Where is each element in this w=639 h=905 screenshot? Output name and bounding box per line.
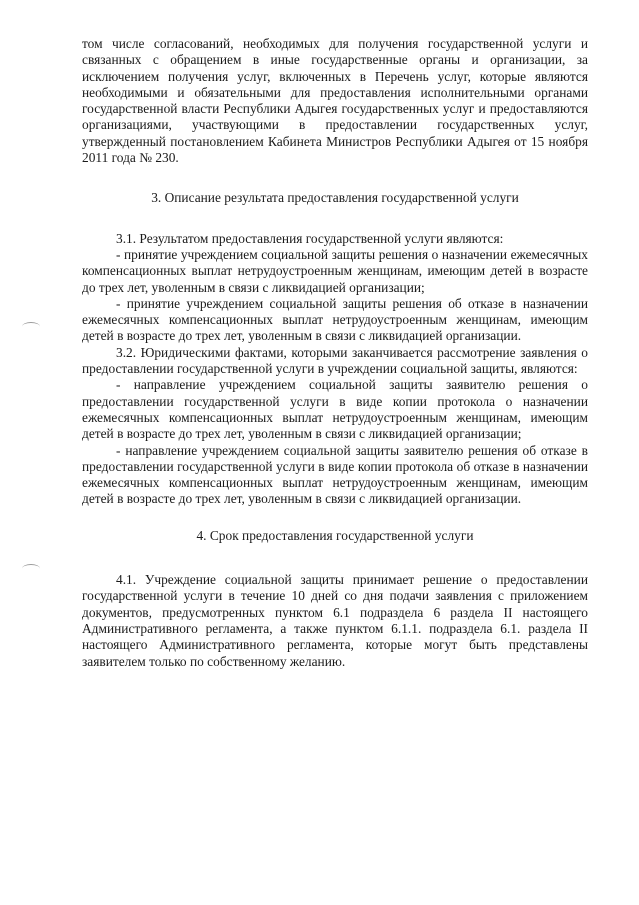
paragraph: 3.1. Результатом предоставления государственной услуги являются: [116, 230, 504, 246]
paragraph: 3.2. Юридическими фактами, которыми заканчивается рассмотрение заявления о предоставлении государственной услуги в учреждении социальной защиты, являются: [82, 344, 588, 377]
section-heading: 3. Описание результата предоставления государственной услуги [151, 190, 519, 206]
paragraph: - направление учреждением социальной защиты заявителю решения о предоставлении государственной услуги в виде копии протокола о назначении ежемесячных компенсационных выплат нетрудоустроенным женщинам, имеющим детей в возрасте до трех лет, уволенным в связи с ликвидацией организации; [82, 377, 588, 442]
section-heading: 4. Срок предоставления государственной услуги [196, 527, 474, 543]
paragraph: - принятие учреждением социальной защиты решения о назначении ежемесячных компенсационных выплат нетрудоустроенным женщинам, имеющим детей в возрасте до трех лет, уволенным в связи с ликвидацией организации; [82, 246, 588, 295]
scan-artifact-mark [22, 564, 40, 573]
spacer [82, 508, 588, 528]
paragraph: - принятие учреждением социальной защиты решения об отказе в назначении ежемесячных компенсационных выплат нетрудоустроенным женщинам, имеющим детей в возрасте до трех лет, уволенным в связи с ликвидацией организации. [82, 295, 588, 344]
document-page [82, 36, 588, 670]
paragraph: - направление учреждением социальной защиты заявителю решения об отказе в предоставлении государственной услуги в виде копии протокола об отказе в назначении ежемесячных компенсационных выплат нетрудоустроенным женщинам, имеющим детей в возрасте до трех лет, уволенным в связи с ликвидацией организации. [82, 442, 588, 507]
scan-artifact-mark [22, 322, 40, 331]
spacer [82, 544, 588, 572]
spacer [82, 166, 588, 190]
paragraph: том числе согласований, необходимых для получения государственной услуги и связанных с обращением в иные государственные органы и организации, за исключением получения услуг, включенных в Перечень услуг, которые являются необходимыми и обязательными для предоставления исполнительными органами государственной власти Республики Адыгея государственных услуг и предоставляются организациями, участвующими в предоставлении государственных услуг, утвержденный постановлением Кабинета Министров Республики Адыгея от 15 ноября 2011 года № 230. [82, 36, 588, 166]
paragraph: 4.1. Учреждение социальной защиты принимает решение о предоставлении государственной услуги в течение 10 дней со дня подачи заявления с приложением документов, предусмотренных пунктом 6.1 подраздела 6 раздела II настоящего Административного регламента, а также пунктом 6.1.1. подраздела 6.1. раздела II настоящего Административного регламента, которые могут быть представлены заявителем только по собственному желанию. [82, 572, 588, 669]
spacer [82, 207, 588, 231]
